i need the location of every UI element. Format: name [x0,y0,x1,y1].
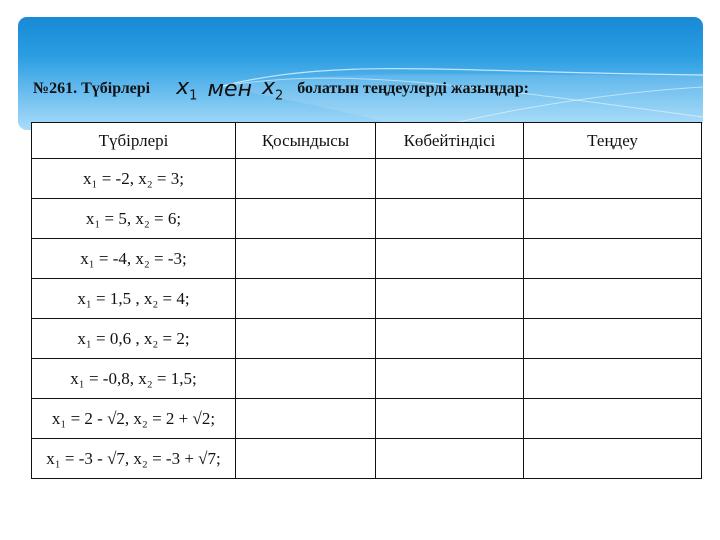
table-row [32,279,702,319]
roots-cell: x₁ = 0,6 , x₂ = 2; [32,319,236,359]
roots-cell: x₁ = 2 - √2, x₂ = 2 + √2; [32,399,236,439]
header-roots: Түбірлері [32,123,236,159]
x2-symbol: $x_2$ [261,74,284,104]
sum-cell[interactable] [236,279,376,319]
table-row [32,399,702,439]
table-header-row [32,123,702,159]
task-instruction: болатын теңдеулерді жазыңдар: [297,80,529,97]
product-cell[interactable] [376,319,524,359]
roots-cell: x₁ = -2, x₂ = 3; [32,159,236,199]
product-cell[interactable] [376,399,524,439]
roots-cell: x₁ = -3 - √7, x₂ = -3 + √7; [32,439,236,479]
equation-cell[interactable] [524,399,702,439]
equation-cell[interactable] [524,359,702,399]
sum-cell[interactable] [236,199,376,239]
equation-cell[interactable] [524,439,702,479]
equation-cell[interactable] [524,319,702,359]
table-row [32,319,702,359]
roots-cell: x₁ = 1,5 , x₂ = 4; [32,279,236,319]
roots-cell: x₁ = -0,8, x₂ = 1,5; [32,359,236,399]
task-title [33,74,529,104]
roots-cell: x₁ = -4, x₂ = -3; [32,239,236,279]
connector-word: мен [207,76,252,102]
sum-cell[interactable] [236,439,376,479]
table-row [32,439,702,479]
sum-cell[interactable] [236,359,376,399]
product-cell[interactable] [376,159,524,199]
table-row [32,239,702,279]
sum-cell[interactable] [236,159,376,199]
product-cell[interactable] [376,279,524,319]
product-cell[interactable] [376,239,524,279]
table-row [32,199,702,239]
roots-table [31,122,702,479]
x1-symbol: $x_1$ [176,74,198,104]
roots-cell: x₁ = 5, x₂ = 6; [32,199,236,239]
header-equation: Теңдеу [524,123,702,159]
task-number-label: №261. Түбірлері [33,80,151,97]
product-cell[interactable] [376,199,524,239]
table-row [32,159,702,199]
sum-cell[interactable] [236,239,376,279]
equation-cell[interactable] [524,279,702,319]
sum-cell[interactable] [236,399,376,439]
sum-cell[interactable] [236,319,376,359]
equation-cell[interactable] [524,239,702,279]
equation-cell[interactable] [524,199,702,239]
equation-cell[interactable] [524,159,702,199]
header-sum: Қосындысы [236,123,376,159]
product-cell[interactable] [376,439,524,479]
product-cell[interactable] [376,359,524,399]
table-row [32,359,702,399]
header-product: Көбейтіндісі [376,123,524,159]
